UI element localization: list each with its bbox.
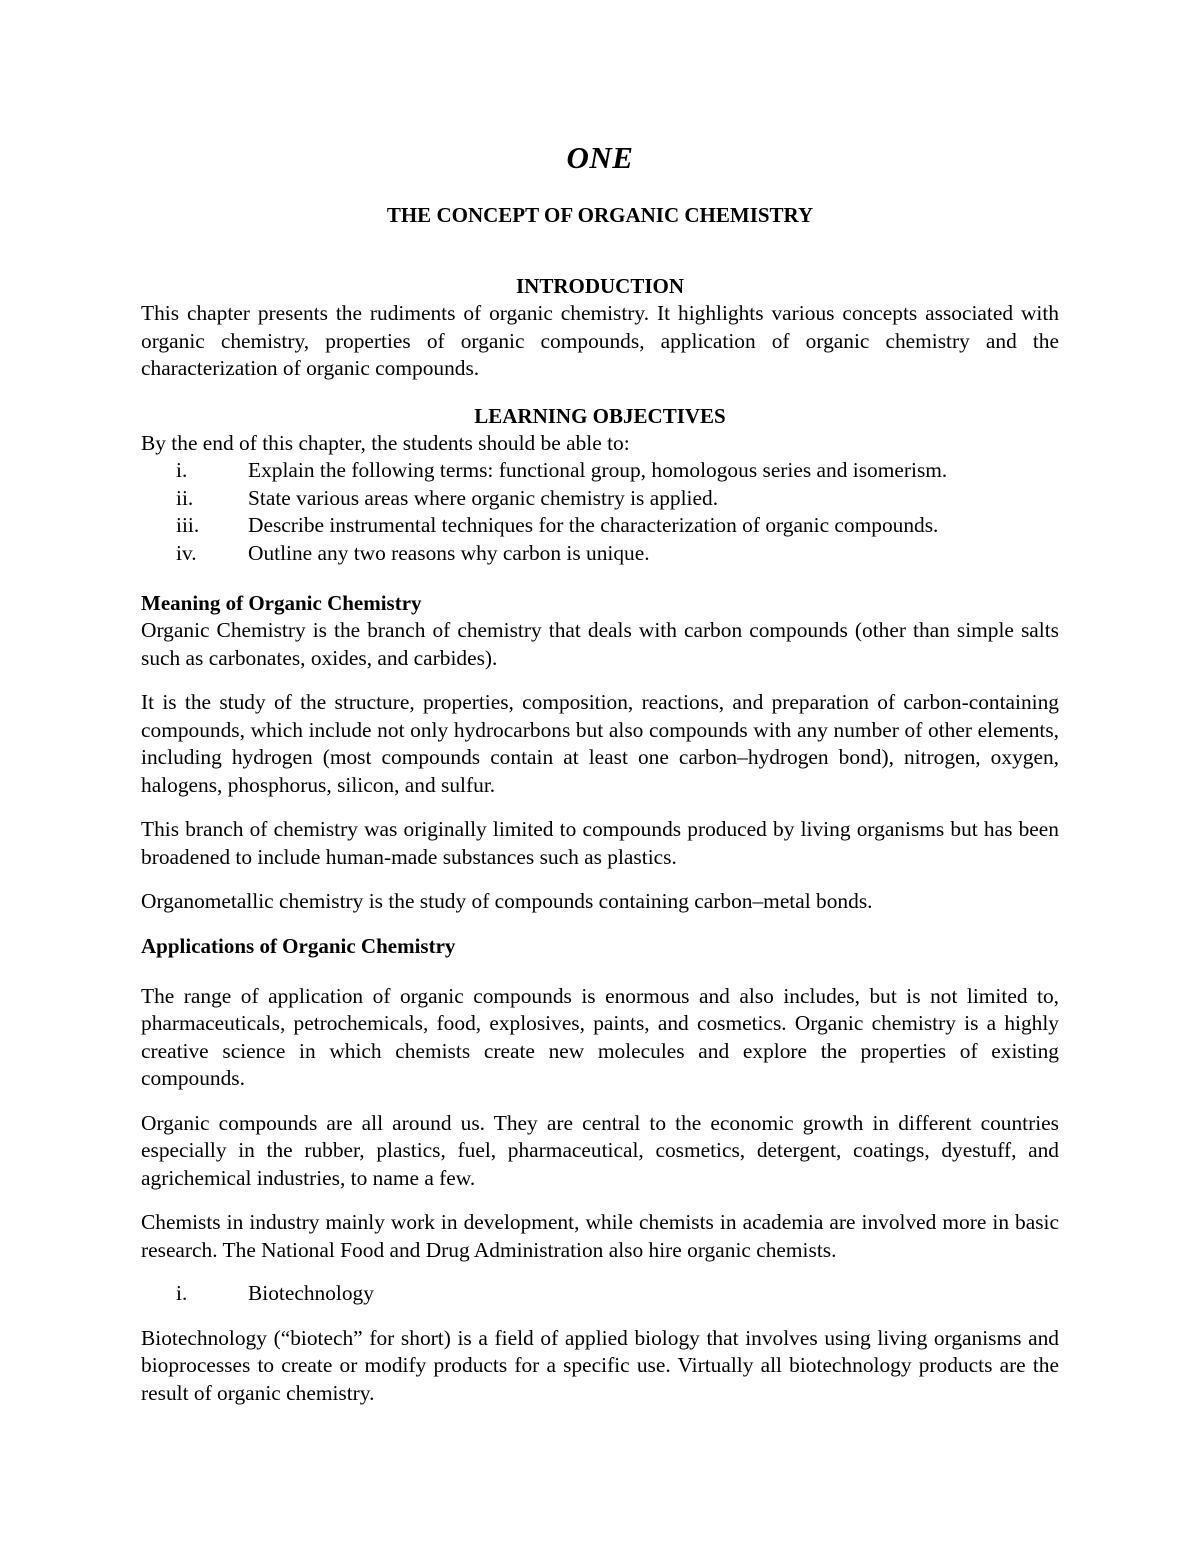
introduction-heading: INTRODUCTION: [515, 274, 685, 298]
applications-heading: Applications of Organic Chemistry: [141, 933, 456, 958]
list-item-number: iv.: [176, 540, 197, 565]
meaning-heading: Meaning of Organic Chemistry: [141, 591, 422, 615]
applications-paragraph: The range of application of organic compounds is enormous and also includes, but is not limited to, pharmaceuticals, petrochemicals, food, explosives, paints, and cosmetics. Organic chemistry is a highly creative science in which chemists create new molecules and explore the properties of existing compounds.: [141, 983, 1059, 1090]
list-item: [141, 512, 1059, 540]
meaning-paragraph: This branch of chemistry was originally limited to compounds produced by living organisms but has been broadened to include human-made substances such as plastics.: [141, 817, 1059, 869]
objectives-list: [141, 457, 1059, 567]
list-item-text: Biotechnology: [248, 1281, 374, 1305]
biotechnology-subheading: [141, 1280, 1059, 1308]
list-item-number: i.: [176, 458, 188, 482]
page-content: [141, 140, 1059, 1407]
meaning-paragraph: Organometallic chemistry is the study of compounds containing carbon–metal bonds.: [141, 889, 873, 913]
list-item-text: Outline any two reasons why carbon is unique.: [248, 540, 650, 565]
list-item-number: iii.: [176, 513, 200, 537]
objectives-intro: By the end of this chapter, the students should be able to:: [141, 430, 630, 455]
applications-paragraph: Chemists in industry mainly work in development, while chemists in academia are involved more in basic research. The National Food and Drug Administration also hire organic chemists.: [141, 1210, 1059, 1262]
list-item: [141, 457, 1059, 485]
applications-paragraph: Organic compounds are all around us. They are central to the economic growth in different countries especially in the rubber, plastics, fuel, pharmaceutical, cosmetics, detergent, coatings, dyestuff, and agrichemical industries, to name a few.: [141, 1110, 1059, 1190]
list-item: [141, 540, 1059, 568]
meaning-paragraph: Organic Chemistry is the branch of chemistry that deals with carbon compounds (other than simple salts such as carbonates, oxides, and carbides).: [141, 618, 1059, 670]
list-item-text: State various areas where organic chemistry is applied.: [248, 485, 719, 510]
biotechnology-paragraph: Biotechnology (“biotech” for short) is a field of applied biology that involves using living organisms and bioprocesses to create or modify products for a specific use. Virtually all biotechnology products are the result of organic chemistry.: [141, 1325, 1059, 1405]
introduction-paragraph: This chapter presents the rudiments of organic chemistry. It highlights various concepts associated with organic chemistry, properties of organic compounds, application of organic chemistry and the characterization of organic compounds.: [141, 301, 1059, 380]
list-item-text: Describe instrumental techniques for the characterization of organic compounds.: [248, 513, 939, 537]
meaning-paragraph: It is the study of the structure, properties, composition, reactions, and preparation of carbon-containing compounds, which include not only hydrocarbons but also compounds with any number of other elements, including hydrogen (most compounds contain at least one carbon–hydrogen bond), nitrogen, oxygen, halogens, phosphorus, silicon, and sulfur.: [141, 690, 1059, 797]
list-item: [141, 485, 1059, 513]
list-item-text: Explain the following terms: functional group, homologous series and isomerism.: [248, 458, 948, 482]
learning-objectives-heading: LEARNING OBJECTIVES: [474, 403, 726, 428]
chapter-title: THE CONCEPT OF ORGANIC CHEMISTRY: [386, 203, 814, 227]
list-item-number: i.: [176, 1281, 188, 1305]
list-item-number: ii.: [176, 485, 194, 510]
chapter-number: ONE: [566, 140, 634, 175]
